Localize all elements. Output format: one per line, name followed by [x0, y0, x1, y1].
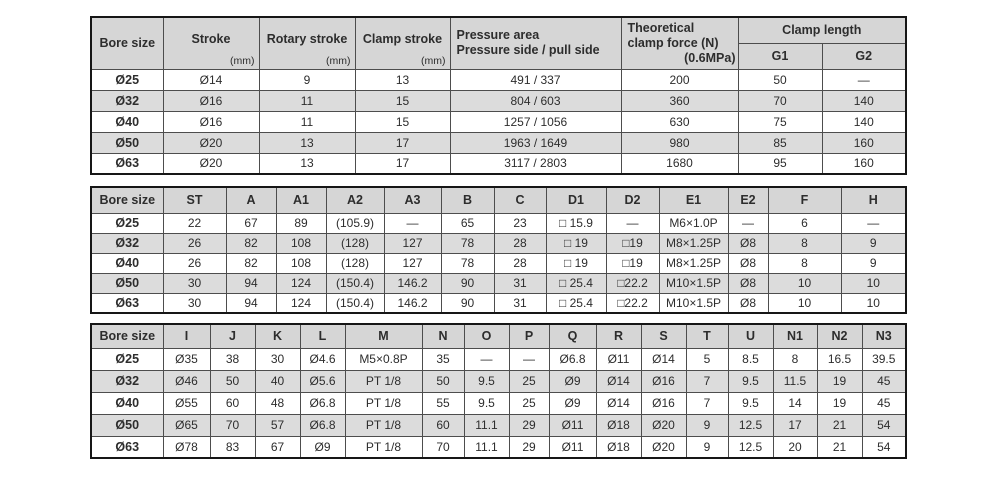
value-cell: 83: [210, 436, 255, 458]
bore-size-cell: Ø63: [91, 153, 163, 174]
col-header-rotary-stroke-unit: (mm): [326, 54, 351, 67]
value-cell: 13: [355, 69, 450, 90]
dimensions-table-1: [90, 186, 907, 314]
value-cell: Ø78: [163, 436, 210, 458]
value-cell: 22: [163, 213, 226, 233]
table-row: [91, 111, 906, 132]
value-cell: 45: [862, 370, 906, 392]
value-cell: 108: [276, 233, 326, 253]
dimensions-table-1-header: [91, 187, 906, 213]
value-cell: 67: [226, 213, 276, 233]
value-cell: Ø6.8: [300, 392, 345, 414]
col-header-stroke: [163, 17, 259, 69]
value-cell: 108: [276, 253, 326, 273]
col-header-stroke-label: Stroke: [191, 31, 231, 46]
col-header-clamp-force-line2: clamp force (N): [627, 35, 719, 50]
value-cell: —: [822, 69, 906, 90]
value-cell: (128): [326, 253, 384, 273]
value-cell: 21: [817, 436, 862, 458]
value-cell: 10: [768, 293, 841, 313]
value-cell: PT 1/8: [345, 414, 422, 436]
value-cell: □ 15.9: [546, 213, 606, 233]
value-cell: Ø9: [300, 436, 345, 458]
col-header-d2: D2: [606, 187, 659, 213]
col-header-pressure-area: [450, 17, 621, 69]
spec-table-header: [91, 17, 906, 69]
col-header-n3: N3: [862, 324, 906, 348]
table-row: [91, 132, 906, 153]
col-header-clamp-length: Clamp length: [738, 17, 906, 43]
value-cell: 12.5: [728, 436, 773, 458]
col-header-n: N: [422, 324, 464, 348]
value-cell: (128): [326, 233, 384, 253]
value-cell: 31: [494, 293, 546, 313]
value-cell: 1963 / 1649: [450, 132, 621, 153]
col-header-f: F: [768, 187, 841, 213]
value-cell: Ø18: [596, 414, 641, 436]
table-row: [91, 213, 906, 233]
dimensions-table-2: [90, 323, 907, 459]
col-header-clamp-stroke-label: Clamp stroke: [362, 31, 443, 46]
value-cell: PT 1/8: [345, 370, 422, 392]
bore-size-cell: Ø40: [91, 392, 163, 414]
value-cell: 17: [773, 414, 817, 436]
value-cell: 9: [686, 414, 728, 436]
value-cell: 12.5: [728, 414, 773, 436]
bore-size-cell: Ø50: [91, 273, 163, 293]
dimensions-table-2-body: [91, 348, 906, 458]
value-cell: (150.4): [326, 273, 384, 293]
value-cell: 30: [163, 293, 226, 313]
value-cell: 160: [822, 132, 906, 153]
value-cell: Ø6.8: [549, 348, 596, 370]
value-cell: 146.2: [384, 293, 441, 313]
table-row: [91, 153, 906, 174]
bore-size-cell: Ø32: [91, 90, 163, 111]
value-cell: 30: [255, 348, 300, 370]
value-cell: Ø9: [549, 370, 596, 392]
value-cell: 9.5: [728, 370, 773, 392]
col-header-a: A: [226, 187, 276, 213]
value-cell: 39.5: [862, 348, 906, 370]
value-cell: 14: [773, 392, 817, 414]
value-cell: 16.5: [817, 348, 862, 370]
col-header-pressure-area-line2: Pressure side / pull side: [456, 43, 600, 58]
col-header-g2: G2: [822, 43, 906, 69]
value-cell: —: [606, 213, 659, 233]
col-header-e1: E1: [659, 187, 728, 213]
col-header-c: C: [494, 187, 546, 213]
value-cell: □ 25.4: [546, 293, 606, 313]
value-cell: Ø11: [549, 414, 596, 436]
value-cell: 94: [226, 273, 276, 293]
value-cell: 75: [738, 111, 822, 132]
value-cell: □ 19: [546, 253, 606, 273]
value-cell: Ø20: [641, 414, 686, 436]
value-cell: 127: [384, 253, 441, 273]
value-cell: Ø20: [163, 153, 259, 174]
value-cell: 8: [768, 233, 841, 253]
value-cell: 38: [210, 348, 255, 370]
bore-size-cell: Ø63: [91, 436, 163, 458]
value-cell: 28: [494, 233, 546, 253]
value-cell: 804 / 603: [450, 90, 621, 111]
value-cell: 11.1: [464, 436, 509, 458]
col-header-d1: D1: [546, 187, 606, 213]
col-header-clamp-stroke: [355, 17, 450, 69]
value-cell: 7: [686, 392, 728, 414]
value-cell: M8×1.25P: [659, 253, 728, 273]
value-cell: 5: [686, 348, 728, 370]
table-row: [91, 69, 906, 90]
value-cell: Ø11: [596, 348, 641, 370]
value-cell: 70: [422, 436, 464, 458]
value-cell: 9.5: [728, 392, 773, 414]
value-cell: 11.5: [773, 370, 817, 392]
bore-size-cell: Ø50: [91, 132, 163, 153]
col-header-clamp-force-unit: (0.6MPa): [684, 50, 736, 65]
value-cell: 1680: [621, 153, 738, 174]
value-cell: Ø5.6: [300, 370, 345, 392]
value-cell: 10: [841, 273, 906, 293]
col-header-rotary-stroke: [259, 17, 355, 69]
value-cell: 491 / 337: [450, 69, 621, 90]
value-cell: 630: [621, 111, 738, 132]
value-cell: (150.4): [326, 293, 384, 313]
bore-size-cell: Ø50: [91, 414, 163, 436]
col-header-g1: G1: [738, 43, 822, 69]
value-cell: 20: [773, 436, 817, 458]
value-cell: 140: [822, 90, 906, 111]
dimensions-table-2-header: [91, 324, 906, 348]
value-cell: Ø16: [163, 90, 259, 111]
bore-size-cell: Ø25: [91, 213, 163, 233]
value-cell: Ø20: [641, 436, 686, 458]
col-header-t: T: [686, 324, 728, 348]
value-cell: 9: [259, 69, 355, 90]
value-cell: 160: [822, 153, 906, 174]
table-row: [91, 370, 906, 392]
value-cell: Ø16: [641, 370, 686, 392]
value-cell: —: [509, 348, 549, 370]
value-cell: 70: [210, 414, 255, 436]
value-cell: 9.5: [464, 370, 509, 392]
value-cell: 9: [841, 233, 906, 253]
value-cell: 124: [276, 293, 326, 313]
value-cell: M8×1.25P: [659, 233, 728, 253]
col-header-r: R: [596, 324, 641, 348]
value-cell: 89: [276, 213, 326, 233]
col-header-j: J: [210, 324, 255, 348]
value-cell: Ø16: [163, 111, 259, 132]
value-cell: 8: [773, 348, 817, 370]
value-cell: 45: [862, 392, 906, 414]
spec-table-body: [91, 69, 906, 174]
value-cell: 60: [422, 414, 464, 436]
value-cell: 65: [441, 213, 494, 233]
value-cell: 19: [817, 370, 862, 392]
table-row: [91, 436, 906, 458]
value-cell: Ø46: [163, 370, 210, 392]
value-cell: Ø8: [728, 273, 768, 293]
value-cell: M10×1.5P: [659, 293, 728, 313]
value-cell: 30: [163, 273, 226, 293]
value-cell: Ø20: [163, 132, 259, 153]
bore-size-cell: Ø40: [91, 253, 163, 273]
table-row: [91, 90, 906, 111]
value-cell: 146.2: [384, 273, 441, 293]
value-cell: 7: [686, 370, 728, 392]
value-cell: 70: [738, 90, 822, 111]
col-header-a1: A1: [276, 187, 326, 213]
table-row: [91, 392, 906, 414]
value-cell: Ø14: [596, 370, 641, 392]
value-cell: □ 25.4: [546, 273, 606, 293]
value-cell: 40: [255, 370, 300, 392]
value-cell: 35: [422, 348, 464, 370]
col-header-clamp-force: [621, 17, 738, 69]
value-cell: Ø9: [549, 392, 596, 414]
value-cell: 8: [768, 253, 841, 273]
value-cell: 127: [384, 233, 441, 253]
table-row: [91, 414, 906, 436]
value-cell: PT 1/8: [345, 436, 422, 458]
col-header-p: P: [509, 324, 549, 348]
value-cell: 94: [226, 293, 276, 313]
table-row: [91, 273, 906, 293]
value-cell: 8.5: [728, 348, 773, 370]
table-row: [91, 293, 906, 313]
value-cell: 3117 / 2803: [450, 153, 621, 174]
value-cell: Ø14: [596, 392, 641, 414]
value-cell: 29: [509, 436, 549, 458]
value-cell: 50: [738, 69, 822, 90]
col-header-st: ST: [163, 187, 226, 213]
value-cell: 54: [862, 436, 906, 458]
value-cell: 26: [163, 233, 226, 253]
value-cell: 23: [494, 213, 546, 233]
value-cell: Ø6.8: [300, 414, 345, 436]
value-cell: PT 1/8: [345, 392, 422, 414]
value-cell: □22.2: [606, 273, 659, 293]
value-cell: 200: [621, 69, 738, 90]
value-cell: M6×1.0P: [659, 213, 728, 233]
value-cell: 50: [422, 370, 464, 392]
value-cell: 50: [210, 370, 255, 392]
value-cell: 15: [355, 111, 450, 132]
value-cell: 19: [817, 392, 862, 414]
value-cell: 17: [355, 132, 450, 153]
value-cell: 82: [226, 253, 276, 273]
value-cell: 140: [822, 111, 906, 132]
value-cell: 25: [509, 370, 549, 392]
value-cell: □22.2: [606, 293, 659, 313]
value-cell: Ø14: [163, 69, 259, 90]
value-cell: M5×0.8P: [345, 348, 422, 370]
value-cell: 11: [259, 111, 355, 132]
value-cell: 9.5: [464, 392, 509, 414]
bore-size-cell: Ø32: [91, 233, 163, 253]
col-header-s: S: [641, 324, 686, 348]
value-cell: □19: [606, 233, 659, 253]
value-cell: Ø8: [728, 253, 768, 273]
value-cell: 1257 / 1056: [450, 111, 621, 132]
value-cell: 60: [210, 392, 255, 414]
bore-size-cell: Ø40: [91, 111, 163, 132]
col-header-l: L: [300, 324, 345, 348]
value-cell: 57: [255, 414, 300, 436]
value-cell: 10: [768, 273, 841, 293]
value-cell: 48: [255, 392, 300, 414]
col-header-n1: N1: [773, 324, 817, 348]
value-cell: Ø16: [641, 392, 686, 414]
value-cell: 78: [441, 253, 494, 273]
col-header-stroke-unit: (mm): [230, 54, 255, 67]
value-cell: Ø8: [728, 233, 768, 253]
value-cell: 6: [768, 213, 841, 233]
col-header-m: M: [345, 324, 422, 348]
value-cell: 9: [686, 436, 728, 458]
value-cell: 85: [738, 132, 822, 153]
bore-size-cell: Ø32: [91, 370, 163, 392]
value-cell: 17: [355, 153, 450, 174]
col-header-e2: E2: [728, 187, 768, 213]
value-cell: 124: [276, 273, 326, 293]
value-cell: —: [841, 213, 906, 233]
col-header-bore-size: Bore size: [91, 17, 163, 69]
value-cell: 13: [259, 132, 355, 153]
col-header-a3: A3: [384, 187, 441, 213]
col-header-b: B: [441, 187, 494, 213]
col-header-i: I: [163, 324, 210, 348]
value-cell: 67: [255, 436, 300, 458]
value-cell: Ø18: [596, 436, 641, 458]
value-cell: 55: [422, 392, 464, 414]
table-row: [91, 253, 906, 273]
value-cell: —: [464, 348, 509, 370]
value-cell: 28: [494, 253, 546, 273]
value-cell: Ø11: [549, 436, 596, 458]
value-cell: 95: [738, 153, 822, 174]
value-cell: Ø8: [728, 293, 768, 313]
table-row: [91, 233, 906, 253]
col-header-pressure-area-line1: Pressure area: [456, 28, 540, 43]
value-cell: 980: [621, 132, 738, 153]
value-cell: —: [384, 213, 441, 233]
dimensions-table-1-body: [91, 213, 906, 313]
bore-size-cell: Ø25: [91, 348, 163, 370]
bore-size-cell: Ø25: [91, 69, 163, 90]
col-header-k: K: [255, 324, 300, 348]
col-header-clamp-stroke-unit: (mm): [421, 54, 446, 67]
value-cell: 54: [862, 414, 906, 436]
col-header-n2: N2: [817, 324, 862, 348]
value-cell: 11: [259, 90, 355, 111]
col-header-o: O: [464, 324, 509, 348]
value-cell: Ø4.6: [300, 348, 345, 370]
bore-size-cell: Ø63: [91, 293, 163, 313]
value-cell: 90: [441, 273, 494, 293]
value-cell: 82: [226, 233, 276, 253]
value-cell: □ 19: [546, 233, 606, 253]
col-header-bore-size: Bore size: [91, 187, 163, 213]
col-header-q: Q: [549, 324, 596, 348]
value-cell: 25: [509, 392, 549, 414]
value-cell: 360: [621, 90, 738, 111]
value-cell: (105.9): [326, 213, 384, 233]
col-header-bore-size: Bore size: [91, 324, 163, 348]
table-row: [91, 348, 906, 370]
value-cell: 11.1: [464, 414, 509, 436]
value-cell: 78: [441, 233, 494, 253]
value-cell: 9: [841, 253, 906, 273]
value-cell: □19: [606, 253, 659, 273]
value-cell: 15: [355, 90, 450, 111]
value-cell: Ø35: [163, 348, 210, 370]
value-cell: Ø65: [163, 414, 210, 436]
value-cell: 90: [441, 293, 494, 313]
value-cell: 31: [494, 273, 546, 293]
col-header-clamp-force-line1: Theoretical: [627, 20, 695, 35]
value-cell: Ø55: [163, 392, 210, 414]
value-cell: —: [728, 213, 768, 233]
clamp-spec-table: [90, 16, 907, 175]
col-header-u: U: [728, 324, 773, 348]
value-cell: 29: [509, 414, 549, 436]
col-header-a2: A2: [326, 187, 384, 213]
col-header-rotary-stroke-label: Rotary stroke: [266, 31, 348, 46]
value-cell: 10: [841, 293, 906, 313]
value-cell: 26: [163, 253, 226, 273]
col-header-h: H: [841, 187, 906, 213]
value-cell: 13: [259, 153, 355, 174]
value-cell: M10×1.5P: [659, 273, 728, 293]
value-cell: Ø14: [641, 348, 686, 370]
value-cell: 21: [817, 414, 862, 436]
